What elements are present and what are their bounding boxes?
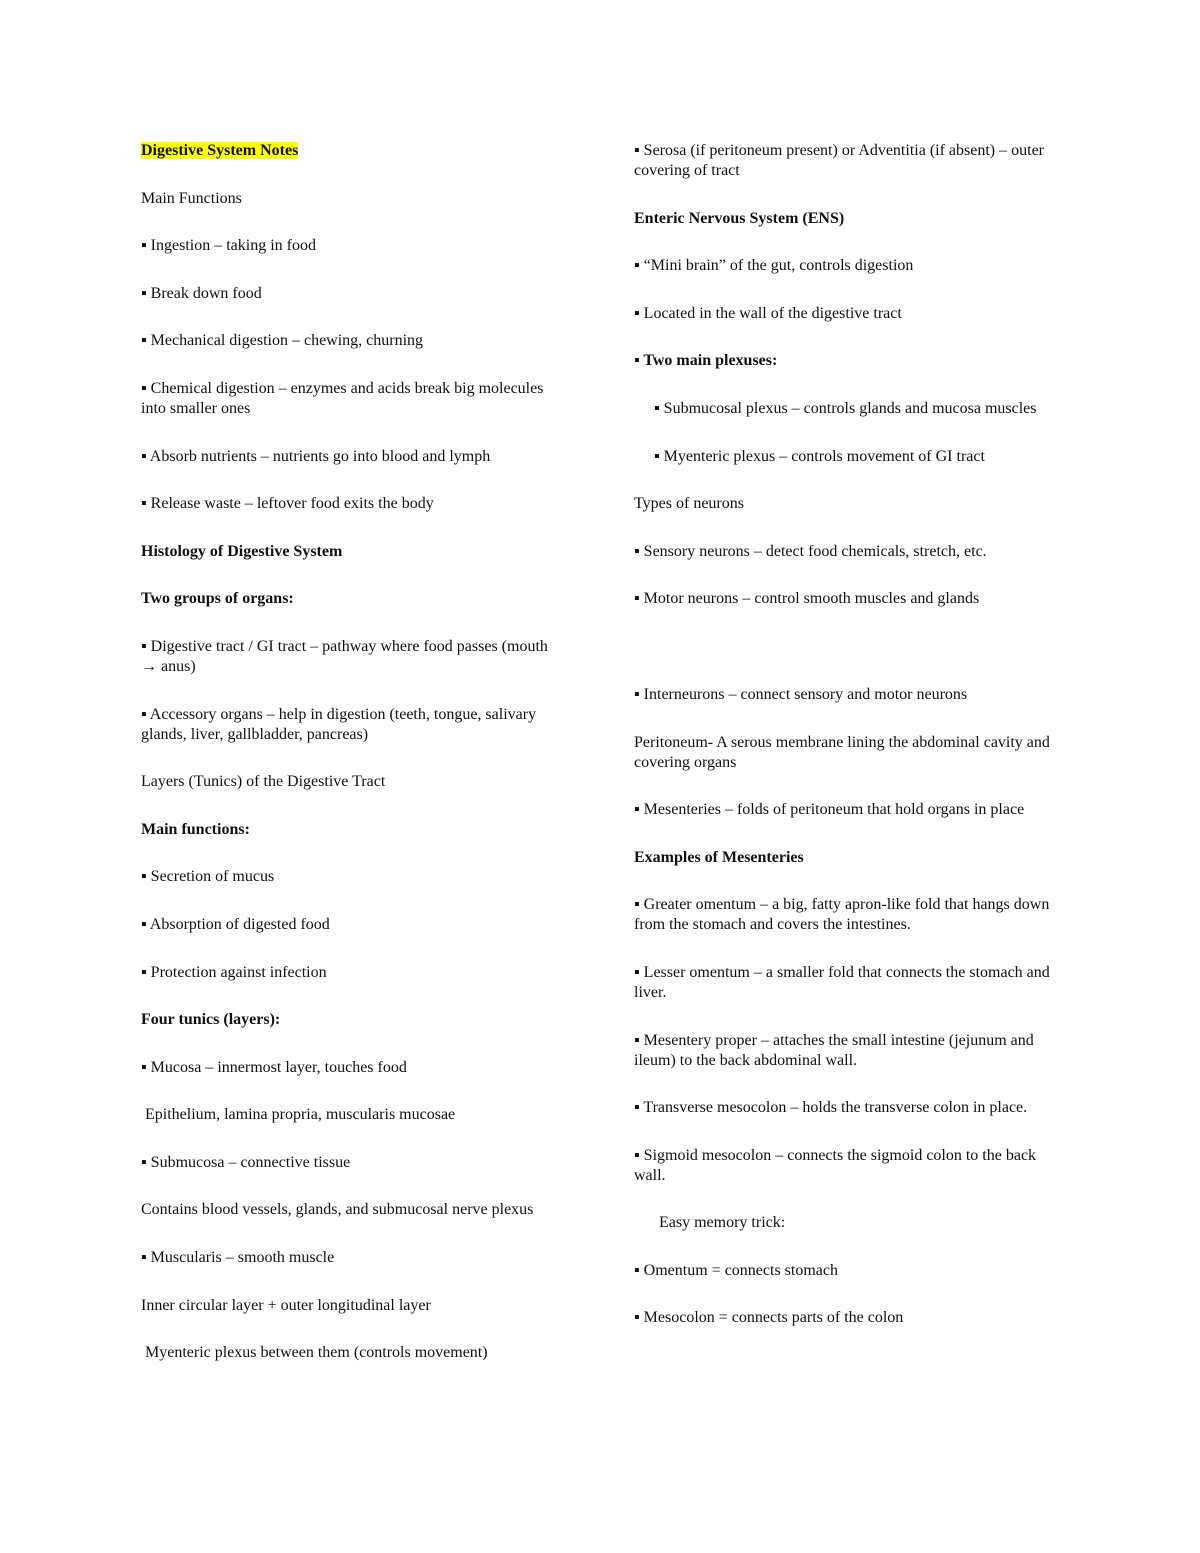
memory-trick-heading: Easy memory trick: — [659, 1214, 786, 1232]
mucosa-item: ▪ Mucosa – innermost layer, touches food — [141, 1058, 407, 1076]
tunics-heading: Four tunics (layers): — [141, 1011, 281, 1029]
list-item: ▪ Accessory organs – help in digestion (teeth, tongue, salivary glands, liver, gallbladder, pancreas) — [141, 705, 537, 743]
list-item: ▪ “Mini brain” of the gut, controls digestion — [634, 257, 914, 275]
layer-functions-heading: Main functions: — [141, 820, 250, 838]
muscularis-plexus: Myenteric plexus between them (controls movement) — [145, 1344, 488, 1362]
main-functions-heading: Main Functions — [141, 189, 242, 207]
list-item: ▪ Release waste – leftover food exits the body — [141, 495, 434, 513]
list-item: ▪ Located in the wall of the digestive tract — [634, 304, 902, 322]
right-column — [634, 141, 1060, 1356]
list-item: ▪ Secretion of mucus — [141, 868, 275, 886]
list-item: ▪ Absorb nutrients – nutrients go into blood and lymph — [141, 447, 491, 465]
interneurons-item: ▪ Interneurons – connect sensory and motor neurons — [634, 685, 968, 703]
list-item: ▪ Mesocolon = connects parts of the colon — [634, 1309, 904, 1327]
list-item: ▪ Transverse mesocolon – holds the transverse colon in place. — [634, 1099, 1028, 1117]
submucosa-detail: Contains blood vessels, glands, and submucosal nerve plexus — [141, 1201, 534, 1219]
plexuses-heading: ▪ Two main plexuses: — [634, 352, 778, 370]
highlighted-title: Digestive System Notes — [141, 142, 299, 159]
blank-gap — [634, 637, 1060, 685]
list-item: ▪ Absorption of digested food — [141, 915, 330, 933]
organ-groups-heading: Two groups of organs: — [141, 590, 294, 608]
list-item: ▪ Protection against infection — [141, 963, 327, 981]
list-item: ▪ Sensory neurons – detect food chemicals, stretch, etc. — [634, 542, 987, 560]
document-title — [141, 141, 551, 161]
serosa-item: ▪ Serosa (if peritoneum present) or Adventitia (if absent) – outer covering of tract — [634, 142, 1044, 179]
histology-heading: Histology of Digestive System — [141, 542, 343, 560]
muscularis-item: ▪ Muscularis – smooth muscle — [141, 1249, 335, 1267]
neurons-heading: Types of neurons — [634, 495, 744, 513]
peritoneum-definition: Peritoneum- A serous membrane lining the abdominal cavity and covering organs — [634, 733, 1050, 771]
submucosa-item: ▪ Submucosa – connective tissue — [141, 1153, 351, 1171]
list-item: ▪ Sigmoid mesocolon – connects the sigmoid colon to the back wall. — [634, 1146, 1037, 1184]
submucosal-plexus-item: ▪ Submucosal plexus – controls glands and mucosa muscles — [654, 399, 1037, 417]
list-item: ▪ Mesentery proper – attaches the small intestine (jejunum and ileum) to the back abdominal wall. — [634, 1031, 1034, 1069]
list-item: ▪ Lesser omentum – a smaller fold that connects the stomach and liver. — [634, 963, 1050, 1001]
list-item: ▪ Greater omentum – a big, fatty apron-like fold that hangs down from the stomach and covers the intestines. — [634, 896, 1050, 934]
examples-heading: Examples of Mesenteries — [634, 848, 804, 866]
list-item: ▪ Motor neurons – control smooth muscles and glands — [634, 590, 980, 608]
list-item: ▪ Break down food — [141, 284, 262, 302]
muscularis-detail: Inner circular layer + outer longitudinal layer — [141, 1296, 431, 1314]
list-item: ▪ Mechanical digestion – chewing, churning — [141, 332, 424, 350]
list-item: ▪ Ingestion – taking in food — [141, 237, 316, 255]
layers-heading: Layers (Tunics) of the Digestive Tract — [141, 773, 386, 791]
list-item: ▪ Digestive tract / GI tract – pathway where food passes (mouth → anus) — [141, 637, 548, 675]
left-column — [141, 141, 551, 1391]
list-item: ▪ Omentum = connects stomach — [634, 1261, 838, 1279]
myenteric-plexus-item: ▪ Myenteric plexus – controls movement of GI tract — [654, 447, 985, 465]
list-item: ▪ Chemical digestion – enzymes and acids break big molecules into smaller ones — [141, 379, 544, 417]
mucosa-detail: Epithelium, lamina propria, muscularis mucosae — [145, 1106, 456, 1124]
ens-heading: Enteric Nervous System (ENS) — [634, 209, 845, 227]
mesenteries-item: ▪ Mesenteries – folds of peritoneum that hold organs in place — [634, 801, 1025, 819]
